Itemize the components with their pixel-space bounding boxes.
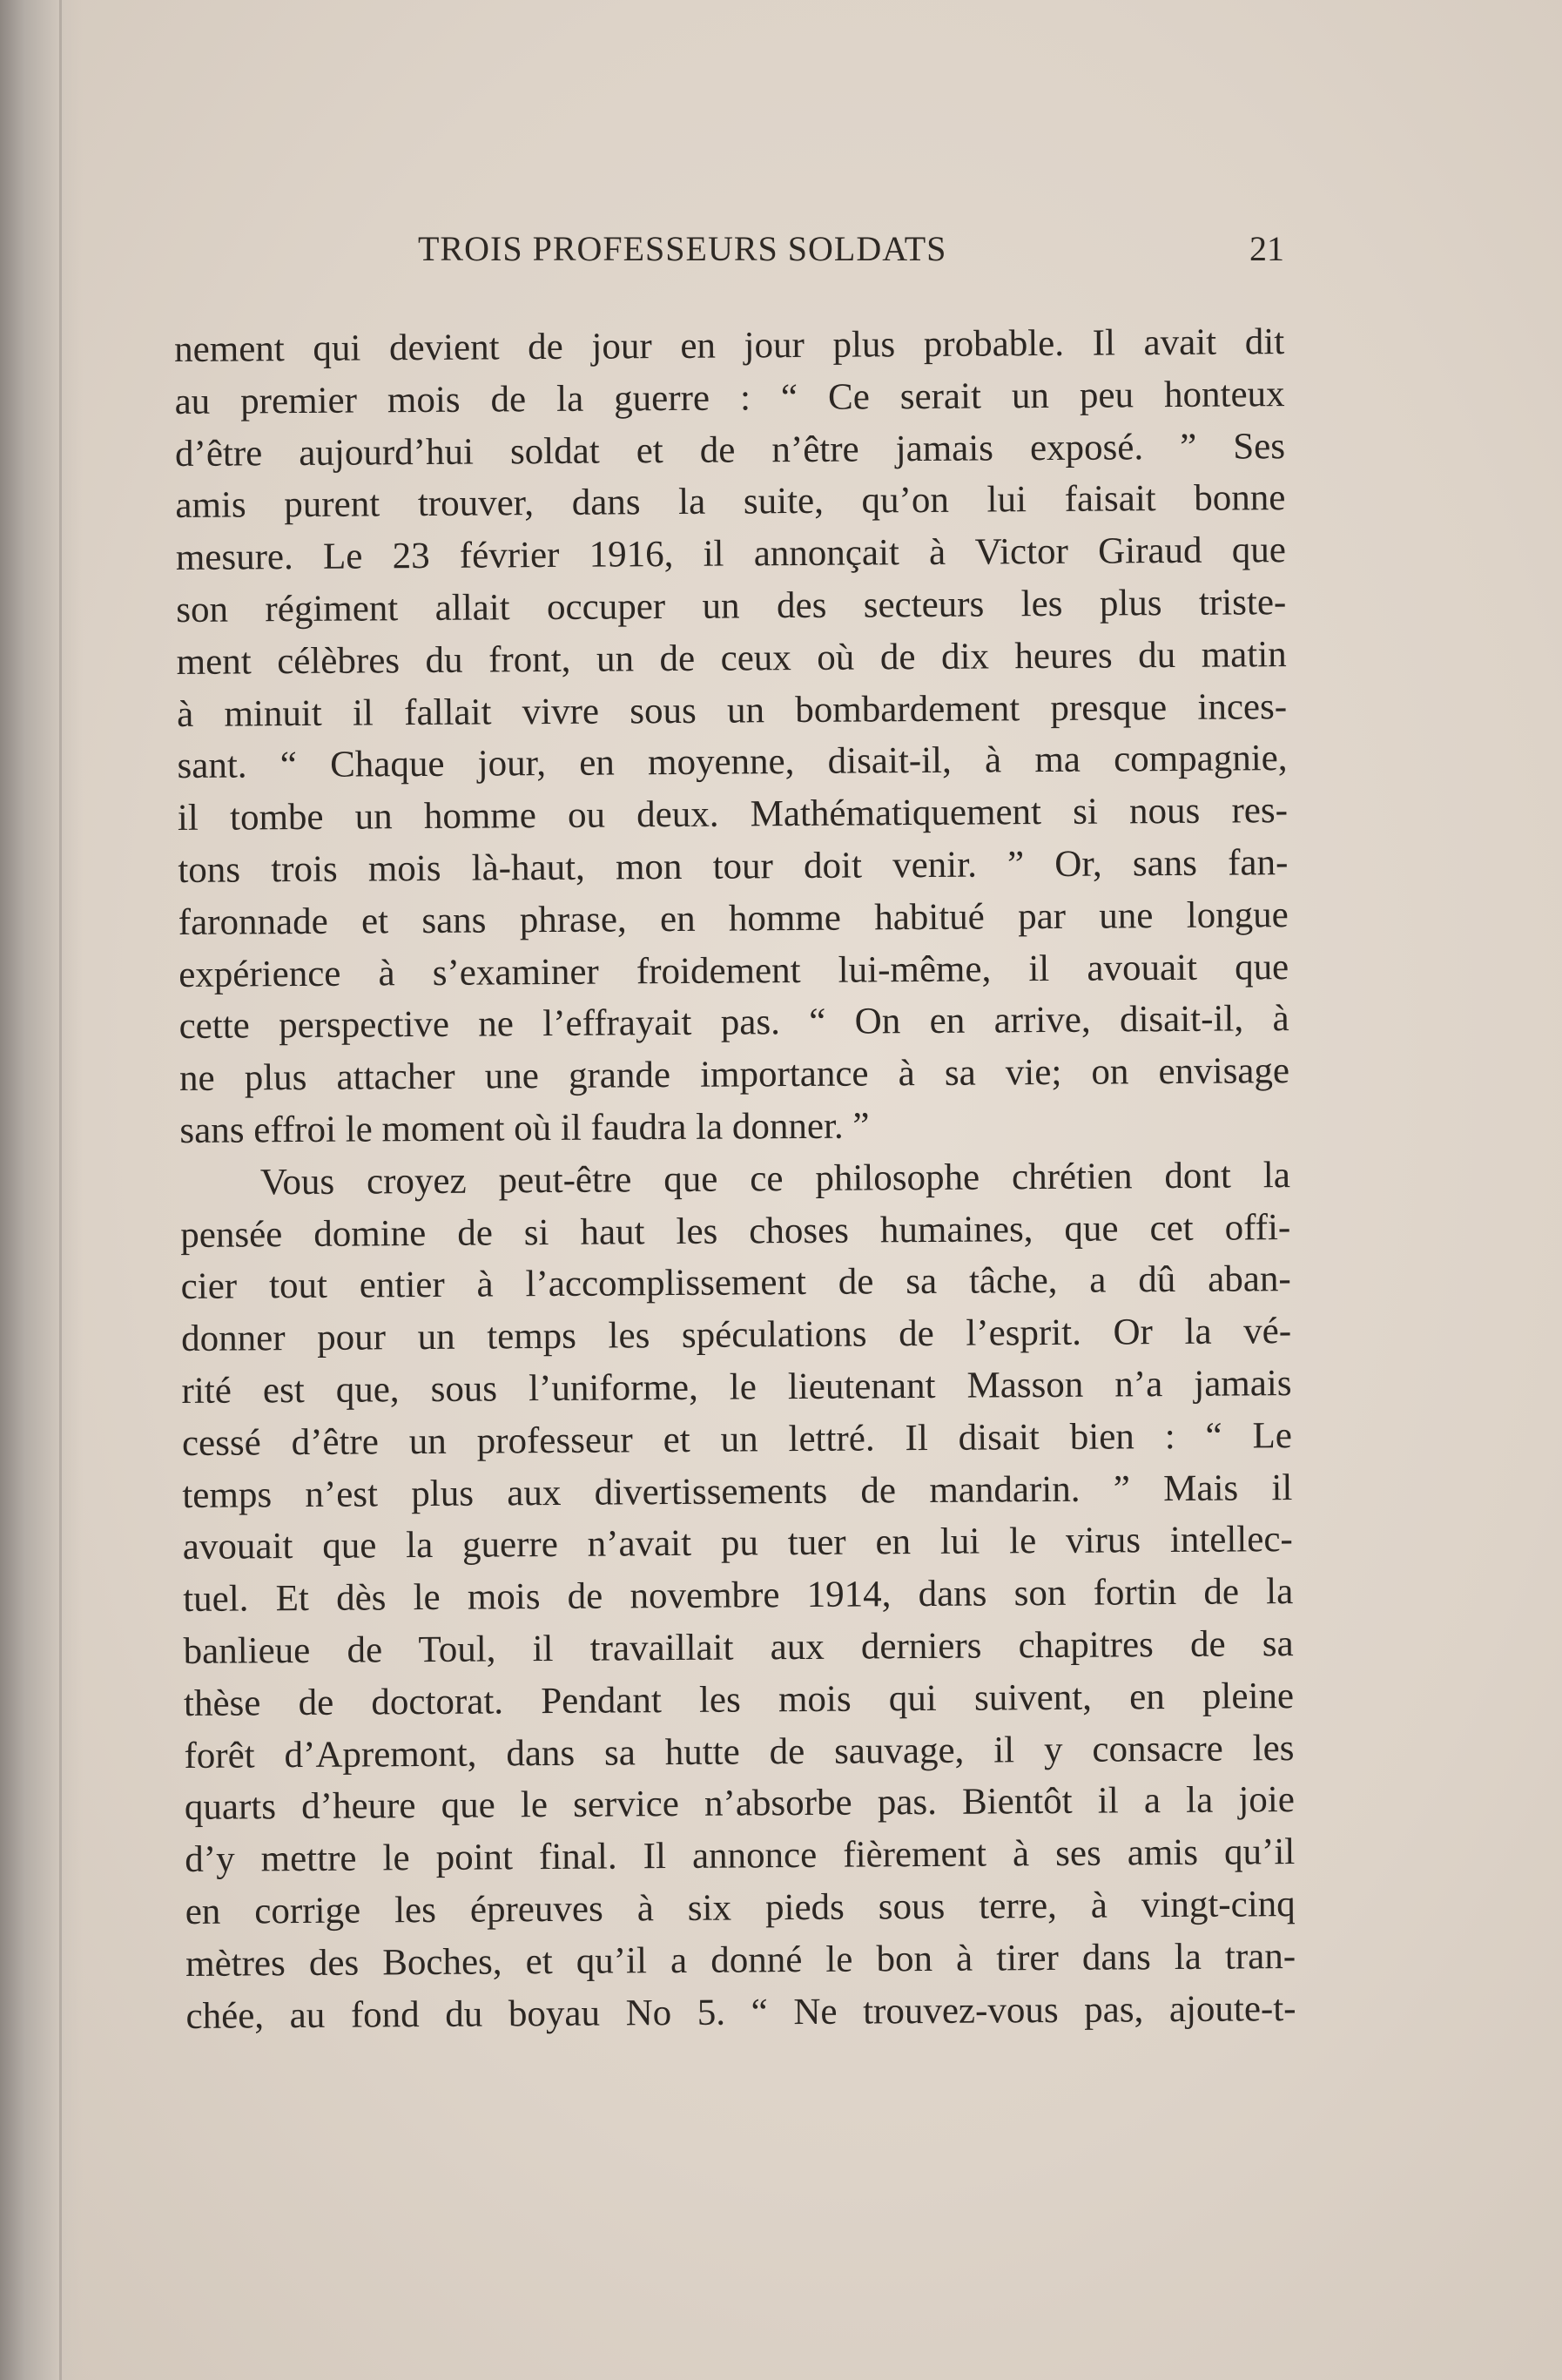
text-line: expérience à s’examiner froidement lui-même, il avouait que xyxy=(178,946,1289,995)
text-line: banlieue de Toul, il travaillait aux derniers chapitres de sa xyxy=(183,1622,1294,1672)
text-line: cier tout entier à l’accomplissement de sa tâche, a dû aban- xyxy=(180,1258,1291,1308)
text-line: rité est que, sous l’uniforme, le lieutenant Masson n’a jamais xyxy=(181,1363,1292,1412)
text-line: avouait que la guerre n’avait pu tuer en lui le virus intellec- xyxy=(182,1519,1293,1568)
text-line: tuel. Et dès le mois de novembre 1914, dans son fortin de la xyxy=(183,1571,1294,1621)
paragraph-1 xyxy=(174,316,1290,1157)
text-line: d’y mettre le point final. Il annonce fièrement à ses amis qu’il xyxy=(185,1831,1296,1881)
text-line: amis purent trouver, dans la suite, qu’on lui faisait bonne xyxy=(175,477,1286,527)
text-line: sant. “ Chaque jour, en moyenne, disait-il, à ma compagnie, xyxy=(177,738,1288,787)
text-line: forêt d’Apremont, dans sa hutte de sauvage, il y consacre les xyxy=(184,1727,1295,1777)
text-line: chée, au fond du boyau No 5. “ Ne trouvez-vous pas, ajoute-t- xyxy=(185,1987,1296,2037)
text-line: pensée domine de si haut les choses humaines, que cet offi- xyxy=(180,1206,1291,1256)
text-line: tons trois mois là-haut, mon tour doit venir. ” Or, sans fan- xyxy=(178,842,1289,891)
text-line: cessé d’être un professeur et un lettré. Il disait bien : “ Le xyxy=(181,1414,1293,1464)
text-line: sans effroi le moment où il faudra la donner. ” xyxy=(179,1105,870,1151)
text-line: temps n’est plus aux divertissements de mandarin. ” Mais il xyxy=(182,1466,1293,1516)
text-line: à minuit il fallait vivre sous un bombardement presque inces- xyxy=(176,685,1288,735)
body-text xyxy=(174,316,1296,2042)
text-line: thèse de doctorat. Pendant les mois qui suivent, en pleine xyxy=(183,1675,1295,1724)
text-line: d’être aujourd’hui soldat et de n’être jamais exposé. ” Ses xyxy=(174,425,1286,475)
binding-edge xyxy=(59,0,62,2380)
text-line: nement qui devient de jour en jour plus probable. Il avait dit xyxy=(174,321,1285,370)
text-line: ment célèbres du front, un de ceux où de dix heures du matin xyxy=(176,633,1287,683)
text-line: en corrige les épreuves à six pieds sous terre, à vingt-cinq xyxy=(185,1883,1296,1932)
text-line: mètres des Boches, et qu’il a donné le bon à tirer dans la tran- xyxy=(185,1935,1296,1985)
text-line: cette perspective ne l’effrayait pas. “ On en arrive, disait-il, à xyxy=(178,998,1289,1048)
page-number: 21 xyxy=(1249,229,1284,268)
text-line: au premier mois de la guerre : “ Ce serait un peu honteux xyxy=(174,373,1285,422)
text-line: il tombe un homme ou deux. Mathématiquement si nous res- xyxy=(177,790,1289,839)
text-line: faronnade et sans phrase, en homme habitué par une longue xyxy=(178,893,1289,943)
text-line: donner pour un temps les spéculations de l’esprit. Or la vé- xyxy=(180,1311,1292,1360)
text-line: son régiment allait occuper un des secteurs les plus triste- xyxy=(176,582,1287,630)
text-line: quarts d’heure que le service n’absorbe pas. Bientôt il a la joie xyxy=(184,1779,1296,1829)
paragraph-2 xyxy=(180,1150,1296,2042)
text-line: ne plus attacher une grande importance à sa vie; on envisage xyxy=(178,1050,1290,1100)
page-gutter-shadow xyxy=(0,0,83,2380)
text-line: Vous croyez peut-être que ce philosophe chrétien dont la xyxy=(259,1154,1291,1203)
running-head xyxy=(174,228,1284,277)
running-title: TROIS PROFESSEURS SOLDATS xyxy=(418,229,947,268)
text-line: mesure. Le 23 février 1916, il annonçait à Victor Giraud que xyxy=(175,529,1287,579)
